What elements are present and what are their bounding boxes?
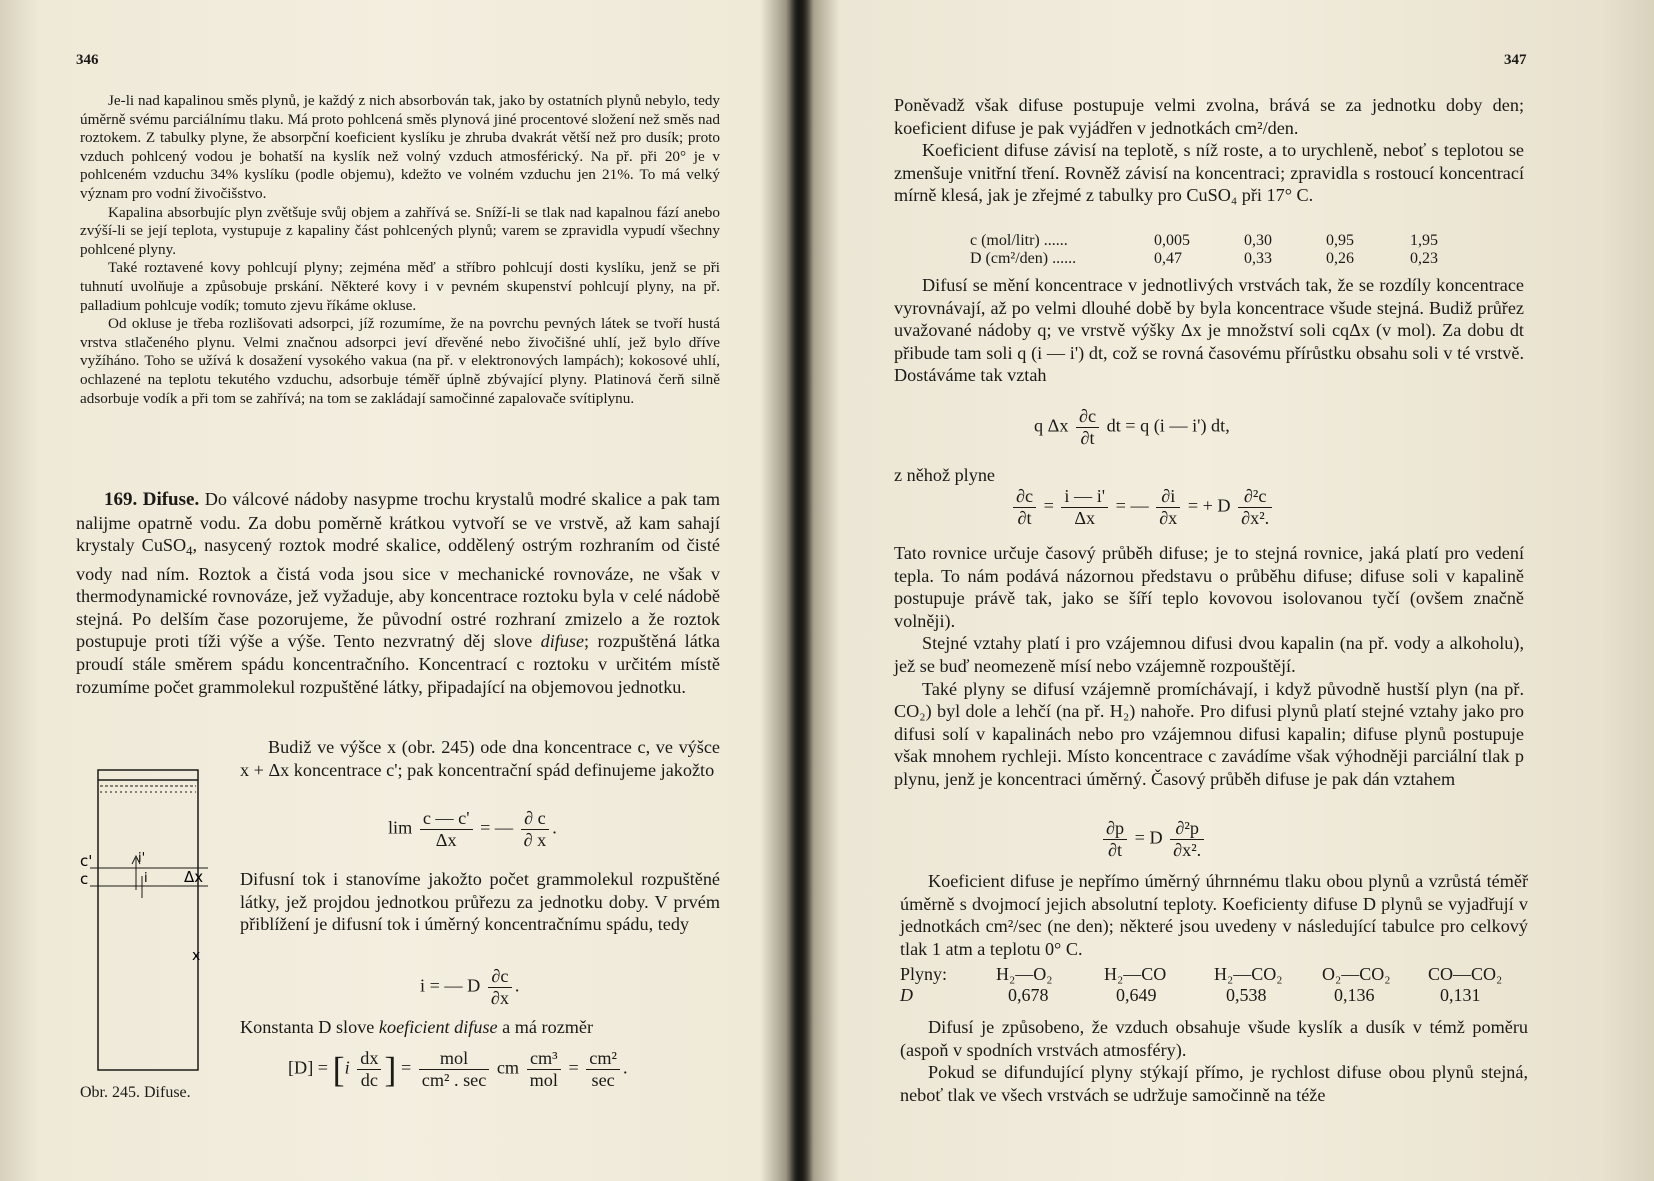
text: Konstanta D slove xyxy=(240,1017,379,1037)
paragraph: Difusí je způsobeno, že vzduch obsahuje všude kyslík a dusík v témž poměru (aspoň v spodních vrstvách atmosféry). xyxy=(900,1017,1528,1060)
denominator: ∂x xyxy=(1159,508,1178,528)
equation-rhs: dt = q (i — i') dt, xyxy=(1106,415,1230,436)
equation-balance xyxy=(1034,406,1230,449)
figure-245-diffusion-vessel xyxy=(80,750,230,1090)
paragraph: Koeficient difuse závisí na teplotě, s níž roste, a to urychleně, neboť s teplotou se zmenšuje vnitřní tření. Rovněž závisí na koncentraci; zpravidla s rostoucí koncentrací mírně klesá, jak je zřejmé z tabulky pro CuSO₄ při 17° C. xyxy=(894,140,1524,206)
denominator: ∂t xyxy=(1017,508,1032,528)
paragraph: Stejné vztahy platí i pro vzájemnou difusi dvou kapalin (na př. vody a alkoholu), jež se buď neomezeně mísí nebo vzájemně rozpouštějí. xyxy=(894,633,1524,676)
fraction xyxy=(420,808,473,851)
table-cell: 0,23 xyxy=(1410,250,1438,267)
table-cell: 0,30 xyxy=(1244,232,1272,249)
numerator: cm³ xyxy=(527,1048,561,1070)
page-number-left: 346 xyxy=(76,52,99,68)
table-cell: H₂—O₂ xyxy=(996,964,1053,984)
fraction xyxy=(1061,486,1108,529)
text: a má rozměr xyxy=(497,1017,594,1037)
equation-lhs: q Δx xyxy=(1034,415,1069,436)
section-text: ; rozpuštěná látka proudí stále směrem spádu koncentračního. Koncentrací c roztoku v určitém místě rozumíme počet grammolekul rozpuštěné látky, připadající na objemovou jednotku. xyxy=(76,631,720,697)
unit: cm xyxy=(496,1057,520,1078)
table-cell: 0,131 xyxy=(1440,985,1481,1005)
numerator: ∂p xyxy=(1103,818,1127,840)
para-konstanta xyxy=(240,1016,720,1039)
denominator: ∂x². xyxy=(1241,508,1270,528)
denominator: ∂t xyxy=(1108,840,1123,860)
symbol: i xyxy=(344,1057,350,1078)
lim-label: lim xyxy=(388,817,413,838)
fig-label-dx: Δx xyxy=(184,868,204,886)
numerator: ∂ c xyxy=(521,808,550,830)
fig-label-c: c xyxy=(80,870,89,888)
table-cell: 0,678 xyxy=(1008,985,1049,1005)
numerator: ∂c xyxy=(1013,486,1036,508)
table-row xyxy=(900,964,1502,985)
term-koeficient: koeficient difuse xyxy=(378,1017,498,1037)
equation-dimension: [D] = [i $\frac{dx}{dc}$ ] = $\frac{\text{mol}}{\text{cm² . sec}}$ cm $\frac{\text{cm³}}{\text{mol}}$ = $\frac{\text{cm²}}{\sec}$ . xyxy=(288,1048,628,1090)
equation-diffusion: $\frac{\partial c}{\partial t}$ = $\frac{i — i'}{\Delta x}$ = — $\frac{\partial i}{\partial x}$ = + D $\frac{\text{∂²c}}{\text{∂x².}}$ xyxy=(1010,486,1275,529)
fraction xyxy=(488,966,512,1009)
section-title: Difuse. xyxy=(142,489,200,510)
equation-flux: i = — D $\frac{\partial c}{\partial x}$ . xyxy=(420,966,520,1008)
small-paragraph: Je-li nad kapalinou směs plynů, je každý z nich absorbován tak, jako by ostatních plynů nebylo, tedy úměrně svému parciálnímu tlaku. Má proto pohlcená směs plynová jiné procentové složení než směs nad roztokem. Z tabulky plyne, že absorpční koeficient kyslíku je zhruba dvakrát větší než pro dusík; proto vzduch pohlcený vodou je bohatší na kyslík než volný vzduch atmosférický. Na př. při 20° je v pohlceném vzduchu 34% kyslíku (podle objemu), kdežto ve volném vzduchu jen 21%. To má velký význam pro vodní živočišstvo. xyxy=(80,92,721,202)
paragraph: Poněvadž však difuse postupuje velmi zvolna, brává se za jednotku doby den; koeficient difuse je pak vyjádřen v jednotkách cm²/den. xyxy=(894,95,1524,138)
small-paragraph: Také roztavené kovy pohlcují plyny; zejména měď a stříbro pohlcují dosti kyslíku, jenž se při tuhnutí uvolňuje a způsobuje prskání. Některé kovy i v pevném skupenství pohlcují plyny, na př. palladium pohlcuje vodík; tomuto zjevu říkáme okluse. xyxy=(80,259,720,314)
numerator: i — i' xyxy=(1061,486,1108,508)
paragraph: Také plyny se difusí vzájemně promíchávají, i když původně hustší plyn (na př. CO₂) byl dole a lehčí (na př. H₂) nahoře. Pro difusi plynů platí stejné vztahy jako pro difusi solí v kapalinách nebo pro vzájemnou difusi kapalin; difuse plynů postupuje však mnohem rychleji. Místo koncentrace c zavádíme však výhodněji parciální tlak p plynu, jenž je koncentraci úměrný. Časový průběh difuse je pak dán vztahem xyxy=(894,678,1524,789)
section-text: , nasycený roztok modré skalice, oddělený ostrým rozhraním od čisté vody nad ním. Roztok a čistá voda jsou sice v mechanické rovnováze, ne však v thermodynamické rovnováze, jež vyžaduje, aby koncentrace roztoku byla v celé nádobě stejná. Po delším čase pozorujeme, že původní ostré rozhraní zmizelo a že roztok postupuje proti tíži výše a výše. Tento nezvratný děj slove xyxy=(76,535,720,652)
z-nehoz xyxy=(894,464,1194,487)
table-cell: 1,95 xyxy=(1410,232,1438,249)
term-difuse: difuse xyxy=(540,631,585,652)
numerator: ∂²c xyxy=(1238,486,1272,508)
section-number: 169. xyxy=(104,489,138,510)
paragraph: Difusní tok i stanovíme jakožto počet grammolekul rozpuštěné látky, jež projdou jednotkou průřezu za jednotku doby. V prvém přiblížení je difusní tok i úměrný koncentračnímu spádu, tedy xyxy=(240,869,720,935)
paragraph xyxy=(240,1016,720,1039)
section-paragraph: 169. Difuse. Do válcové nádoby nasypme trochu krystalů modré skalice a pak tam nalijme opatrně vodu. Za dobu poměrně krátkou vytvoří se ve vrstvě, až kam sahají krystaly CuSO$_4$, nasycený roztok modré skalice, oddělený ostrým rozhraním od čisté vody nad ním. Roztok a čistá voda jsou sice v mechanické rovnováze, ne však v thermodynamické rovnováze, jež vyžaduje, aby koncentrace roztoku byla v celé nádobě stejná. Po delším čase pozorujeme, že původní ostré rozhraní zmizelo a že roztok postupuje proti tíži výše a výše. Tento nezvratný děj slove difuse; rozpuštěná látka proudí stále směrem spádu koncentračního. Koncentrací c roztoku v určitém místě rozumíme počet grammolekul rozpuštěné látky, připadající na objemovou jednotku. xyxy=(76,489,721,697)
table-cell: 0,47 xyxy=(1154,250,1182,267)
denominator: ∂x xyxy=(490,988,509,1008)
denominator: ∂ x xyxy=(523,830,547,850)
denominator: ∂x². xyxy=(1173,840,1202,860)
table-cell: 0,005 xyxy=(1154,232,1190,249)
table-label: c (mol/litr) ...... xyxy=(970,232,1068,249)
numerator: dx xyxy=(357,1048,381,1070)
denominator: ∂t xyxy=(1080,428,1095,448)
paragraph: Tato rovnice určuje časový průběh difuse; je to stejná rovnice, jaká platí pro vedení tepla. To nám podává názornou představu o průběhu difuse; difuse soli v kapalině postupuje právě tak, jako se šíří teplo kovovou isolovanou tyčí (ovšem značně volněji). xyxy=(894,543,1524,631)
fraction xyxy=(1013,486,1036,529)
table-cell: 0,136 xyxy=(1334,985,1375,1005)
equation-gas-diffusion xyxy=(1100,818,1207,861)
table-label: Plyny: xyxy=(900,964,948,984)
fig-label-x: x xyxy=(192,948,201,964)
paragraph: Difusí se mění koncentrace v jednotlivých vrstvách tak, že se rozdíly koncentrace vyrovnávají, až po velmi dlouhé době by byla koncentrace všude stejná. Budiž průřez uvažované nádoby q; ve vrstvě výšky Δx je množství soli cqΔx (v mol). Za dobu dt přibude tam soli q (i — i') dt, což se rovná časovému přírůstku obsahu soli v té vrstvě. Dostáváme tak vztah xyxy=(894,275,1524,386)
section-169 xyxy=(76,488,720,698)
table-gases xyxy=(900,964,1502,1006)
denominator: sec xyxy=(591,1070,615,1090)
para-budiz xyxy=(240,736,720,781)
right-text-middle xyxy=(894,542,1524,791)
numerator: ∂i xyxy=(1156,486,1180,508)
fraction xyxy=(521,808,550,851)
table-cell: 0,26 xyxy=(1326,250,1354,267)
denominator: dc xyxy=(360,1070,378,1090)
fraction xyxy=(527,1048,561,1091)
table-cell: 0,95 xyxy=(1326,232,1354,249)
table-cell: 0,649 xyxy=(1116,985,1157,1005)
fraction xyxy=(419,1048,490,1091)
left-page xyxy=(0,0,786,1181)
denominator: Δx xyxy=(435,830,457,850)
page-number-right: 347 xyxy=(1504,52,1527,68)
table-label: D xyxy=(900,985,913,1005)
numerator: cm² xyxy=(586,1048,620,1070)
numerator: ∂c xyxy=(1076,406,1099,428)
para-tok xyxy=(240,868,720,936)
table-cell: H₂—CO xyxy=(1104,964,1167,984)
equation-gradient: lim $\frac{c — c'}{\Delta x}$ = — $\frac{\partial c}{\partial x}$ . xyxy=(388,808,557,850)
section-text: Do válcové nádoby nasypme trochu krystalů modré skalice a pak tam nalijme opatrně vodu. Za dobu poměrně krátkou vytvoří se ve vrstvě, až kam sahají krystaly CuSO xyxy=(76,489,721,556)
fraction xyxy=(1076,406,1099,449)
numerator: ∂²p xyxy=(1170,818,1204,840)
small-paragraph: Od okluse je třeba rozlišovati adsorpci, jíž rozumíme, že na povrchu pevných látek se tvoří hustá vrstva stlačeného plynu. Velmi značnou adsorpci jeví dřevěné nebo živočišné uhlí, jež bylo dříve vyžíháno. Toho se užívá k dosažení vysokého vakua (na př. v elektronových lampách); kokosové uhlí, ochlazené na teplotu tekutého vzduchu, adsorbuje téměř úplně zbývající plyny. Platinová čerň silně adsorbuje vodík a při tom se zahřívá; na tom se zakládají samočinné zapalovače svítiplynu. xyxy=(80,315,720,407)
fraction xyxy=(357,1048,381,1091)
figure-caption: Obr. 245. Difuse. xyxy=(80,1084,191,1101)
denominator: mol xyxy=(529,1070,558,1090)
fig-label-c-prime: c' xyxy=(80,852,93,870)
denominator: cm² . sec xyxy=(421,1070,487,1090)
table-cell: O₂—CO₂ xyxy=(1322,964,1391,984)
table-cuso4 xyxy=(970,232,1438,268)
equation-lhs: i = — D xyxy=(420,975,481,996)
right-text-top xyxy=(894,94,1524,207)
book-gutter xyxy=(786,0,814,1181)
fig-label-i: i xyxy=(144,871,148,886)
table-cell: 0,538 xyxy=(1226,985,1267,1005)
paragraph: Budiž ve výšce x (obr. 245) ode dna koncentrace c, ve výšce x + Δx koncentrace c'; pak koncentrační spád definujeme jakožto xyxy=(240,737,720,780)
right-page xyxy=(814,0,1654,1181)
denominator: Δx xyxy=(1074,508,1096,528)
table-row xyxy=(970,232,1438,250)
paragraph: Pokud se difundující plyny stýkají přímo, je rychlost difuse obou plynů stejná, neboť tlak ve všech vrstvách se udržuje samočinně na téže xyxy=(900,1062,1528,1105)
fraction xyxy=(1170,818,1204,861)
table-row xyxy=(970,250,1438,268)
table-cell: H₂—CO₂ xyxy=(1214,964,1283,984)
fraction xyxy=(586,1048,620,1091)
numerator: ∂c xyxy=(488,966,512,988)
fraction xyxy=(1238,486,1272,529)
fraction xyxy=(1156,486,1180,529)
operator: = + D xyxy=(1187,495,1231,516)
operator: = — xyxy=(480,817,514,838)
table-cell: 0,33 xyxy=(1244,250,1272,267)
table-label: D (cm²/den) ...... xyxy=(970,250,1077,267)
paragraph: z něhož plyne xyxy=(894,465,995,485)
table-row xyxy=(900,985,1502,1006)
paragraph: Koeficient difuse je nepřímo úměrný úhrnnému tlaku obou plynů a vzrůstá téměř úměrně s dvojmocí jejich absolutní teploty. Koeficienty difuse D plynů se vyjadřují v jednotkách cm²/sec (ne den); některé jsou uvedeny v následující tabulce pro celkový tlak 1 atm a teplotu 0° C. xyxy=(900,871,1528,959)
right-text-p7 xyxy=(900,870,1528,960)
small-paragraph: Kapalina absorbujíc plyn zvětšuje svůj objem a zahřívá se. Sníží-li se tlak nad kapalnou fází anebo zvýší-li se její teplota, vystupuje z kapaliny část pohlcených plynů; varem se zpravidla vypudí všechny pohlcené plyny. xyxy=(80,203,720,258)
fig-label-i-prime: i' xyxy=(138,851,146,866)
fraction xyxy=(1103,818,1127,861)
numerator: mol xyxy=(419,1048,490,1070)
operator: = D xyxy=(1134,827,1163,848)
table-cell: CO—CO₂ xyxy=(1428,964,1503,984)
right-text-p3 xyxy=(894,274,1524,387)
small-print-block xyxy=(80,92,720,408)
right-text-bottom xyxy=(900,1016,1528,1106)
numerator: c — c' xyxy=(420,808,473,830)
equation-lhs: [D] = xyxy=(288,1057,329,1078)
